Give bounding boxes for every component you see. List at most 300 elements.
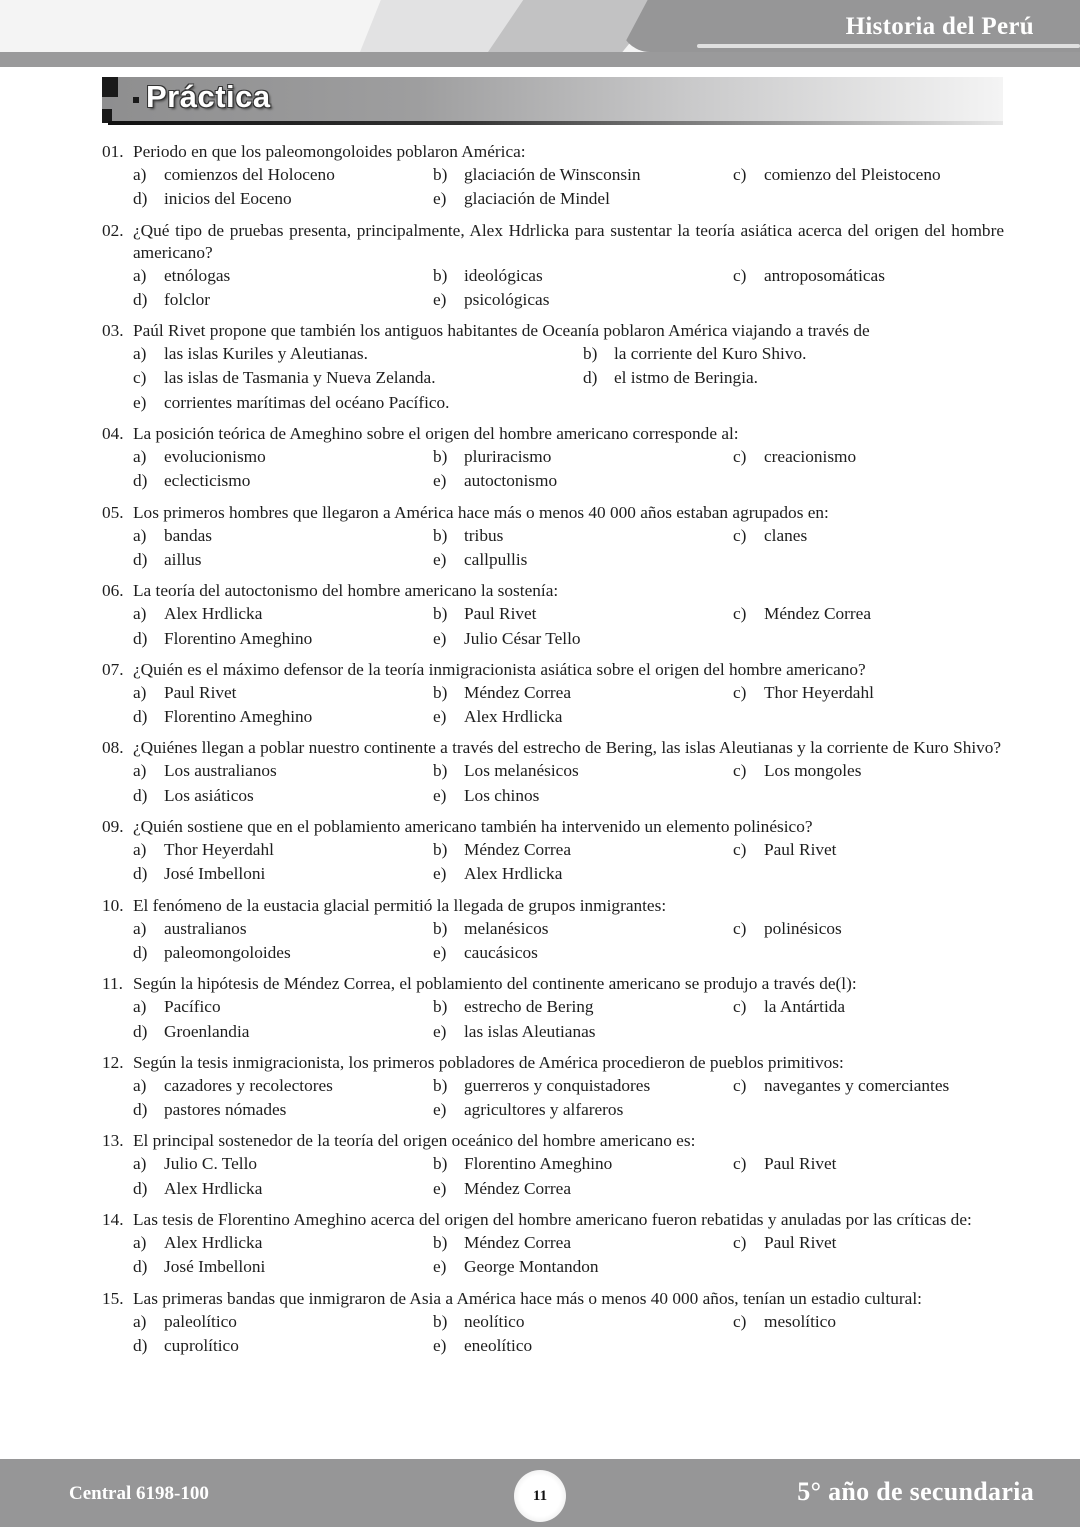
option-a[interactable] [133,681,433,705]
option-letter: a) [133,918,147,938]
option-letter: a) [133,165,147,184]
option-text: Alex Hrdlicka [164,1178,263,1198]
question-number: 05. [102,502,124,522]
option-c[interactable] [733,1152,1004,1176]
question-number: 13. [102,1131,124,1151]
bullet-icon [133,97,139,103]
option-letter: a) [133,447,147,467]
option-b[interactable] [433,1074,733,1098]
question-text: El fenómeno de la eustacia glacial permitió la llegada de grupos inmigrantes: [133,895,667,915]
option-text: Thor Heyerdahl [764,682,874,702]
subject-title: Historia del Perú [845,13,1034,40]
option-text: Pacífico [164,997,221,1017]
question [102,1209,1004,1280]
option-c[interactable] [733,759,1004,783]
question [102,423,1004,494]
option-c[interactable] [733,1074,1004,1098]
option-text: Florentino Ameghino [164,628,313,648]
option-text: las islas de Tasmania y Nueva Zelanda. [164,368,436,388]
question-number: 10. [102,895,124,915]
option-text: caucásicos [464,942,538,962]
option-text: estrecho de Bering [464,997,594,1017]
option-letter: e) [433,1257,447,1277]
option-a[interactable] [133,445,433,469]
option-text: corrientes marítimas del océano Pacífico. [164,392,450,412]
option-letter: b) [433,525,448,545]
question [102,141,1004,212]
option-text: Groenlandia [164,1021,250,1041]
option-letter: e) [433,1178,447,1198]
option-c[interactable] [733,917,1004,941]
question-text: Periodo en que los paleomongoloides poblaron América: [133,142,526,161]
option-letter: c) [733,265,747,285]
option-letter: e) [433,549,447,569]
option-a[interactable] [133,602,433,626]
option-letter: c) [733,840,747,860]
option-e[interactable] [433,1334,733,1358]
option-letter: a) [133,1311,147,1331]
option-e[interactable] [433,627,733,651]
question [102,895,1004,966]
option-b[interactable] [433,681,733,705]
option-a[interactable] [133,163,433,187]
option-text: Los melanésicos [464,761,579,781]
option-letter: b) [433,761,448,781]
option-text: ideológicas [464,265,543,285]
option-d[interactable] [133,784,433,808]
option-text: Méndez Correa [764,604,871,624]
option-b[interactable] [433,264,733,288]
option-text: Paul Rivet [764,1154,837,1174]
option-text: Méndez Correa [464,682,571,702]
option-letter: d) [133,471,148,491]
question-stem [102,423,1004,445]
question-stem [102,320,1004,342]
footer-phone: Central 6198-100 [69,1483,209,1504]
option-d[interactable] [133,1255,433,1279]
option-b[interactable] [583,342,1004,366]
question-text: Las tesis de Florentino Ameghino acerca del origen del hombre americano fueron rebatidas y anuladas por las críticas de: [133,1210,972,1230]
option-text: neolítico [464,1311,525,1331]
option-b[interactable] [433,995,733,1019]
question-number: 08. [102,738,124,758]
option-letter: e) [433,1021,447,1041]
option-letter: b) [433,265,448,285]
option-letter: b) [433,840,448,860]
option-text: guerreros y conquistadores [464,1075,651,1095]
option-text: pluriracismo [464,447,552,467]
question-stem [102,737,1004,759]
option-e[interactable] [433,705,733,729]
option-letter: c) [133,368,147,388]
question-number: 14. [102,1210,124,1230]
option-letter: b) [583,344,598,364]
option-text: autoctonismo [464,471,558,491]
option-text: eclecticismo [164,471,251,491]
option-e[interactable] [433,1098,733,1122]
option-letter: d) [133,289,148,309]
option-text: creacionismo [764,447,857,467]
question [102,1052,1004,1123]
option-text: bandas [164,525,212,545]
question-number: 09. [102,817,124,837]
option-letter: b) [433,1075,448,1095]
option-list [102,681,1004,730]
option-b[interactable] [433,602,733,626]
option-list [102,445,1004,494]
option-letter: c) [733,761,747,781]
question-stem [102,1209,1004,1231]
option-letter: a) [133,682,147,702]
question [102,502,1004,573]
header-underline [697,44,1080,48]
option-letter: d) [133,1257,148,1277]
option-text: aillus [164,549,202,569]
option-b[interactable] [433,445,733,469]
question-text: Según la tesis inmigracionista, los primeros pobladores de América procedieron de pueblos primitivos: [133,1052,844,1072]
option-letter: d) [133,942,148,962]
option-text: Los australianos [164,761,277,781]
option-letter: a) [133,1154,147,1174]
option-text: José Imbelloni [164,1257,266,1277]
question-text: Las primeras bandas que inmigraron de Asia a América hace más o menos 40 000 años, tenían un estadio cultural: [133,1288,922,1308]
option-text: Alex Hrdlicka [164,604,263,624]
option-d[interactable] [133,627,433,651]
option-a[interactable] [133,264,433,288]
option-text: Paul Rivet [464,604,537,624]
option-c[interactable] [733,524,1004,548]
option-text: cazadores y recolectores [164,1075,333,1095]
option-letter: c) [733,447,747,467]
question [102,320,1004,415]
option-text: Alex Hrdlicka [464,707,563,727]
option-text: Méndez Correa [464,1178,571,1198]
question-number: 15. [102,1288,124,1308]
option-e[interactable] [433,288,733,312]
question-number: 03. [102,321,124,341]
option-letter: d) [133,189,148,209]
option-letter: e) [433,289,447,309]
option-text: inicios del Eoceno [164,189,292,209]
option-d[interactable] [133,469,433,493]
question [102,737,1004,808]
option-list [102,163,1004,212]
option-letter: e) [433,189,447,209]
option-a[interactable] [133,1152,433,1176]
option-c[interactable] [733,995,1004,1019]
option-text: comienzo del Pleistoceno [764,165,941,184]
option-letter: c) [733,1233,747,1253]
option-letter: e) [433,707,447,727]
option-d[interactable] [133,862,433,886]
option-letter: d) [133,1335,148,1355]
option-c[interactable] [133,366,583,390]
option-text: cuprolítico [164,1335,239,1355]
option-text: glaciación de Mindel [464,189,610,209]
option-text: la Antártida [764,997,846,1017]
option-a[interactable] [133,1074,433,1098]
option-text: Alex Hrdlicka [164,1233,263,1253]
option-b[interactable] [433,524,733,548]
question [102,973,1004,1044]
option-letter: e) [433,864,447,884]
option-letter: a) [133,1233,147,1253]
option-letter: d) [133,1100,148,1120]
option-letter: a) [133,761,147,781]
question-stem [102,220,1004,264]
option-letter: b) [433,165,448,184]
option-d[interactable] [133,1098,433,1122]
question-number: 06. [102,581,124,601]
option-letter: b) [433,682,448,702]
option-letter: c) [733,1154,747,1174]
question-stem [102,973,1004,995]
option-list [102,759,1004,808]
option-e[interactable] [433,862,733,886]
option-e[interactable] [433,941,733,965]
option-d[interactable] [133,548,433,572]
option-e[interactable] [433,187,733,211]
option-c[interactable] [733,163,1004,187]
option-letter: b) [433,604,448,624]
question-text: Paúl Rivet propone que también los antiguos habitantes de Oceanía poblaron América viajando a través de [133,321,870,341]
option-b[interactable] [433,838,733,862]
option-letter: e) [433,1335,447,1355]
option-letter: d) [133,628,148,648]
option-letter: e) [433,471,447,491]
option-letter: e) [433,785,447,805]
question-text: ¿Quién sostiene que en el poblamiento americano también ha intervenido un elemento polinésico? [133,817,813,837]
option-text: glaciación de Winsconsin [464,165,641,184]
option-text: Thor Heyerdahl [164,840,274,860]
question [102,220,1004,313]
option-c[interactable] [733,602,1004,626]
option-text: Florentino Ameghino [164,707,313,727]
option-list [102,1074,1004,1123]
option-list [102,1152,1004,1201]
option-list [102,602,1004,651]
question-number: 04. [102,424,124,444]
question-stem [102,816,1004,838]
option-a[interactable] [133,1310,433,1334]
option-text: clanes [764,525,808,545]
option-letter: b) [433,1233,448,1253]
question [102,580,1004,651]
section-banner [102,77,1003,126]
option-text: folclor [164,289,211,309]
option-letter: d) [133,785,148,805]
option-text: navegantes y comerciantes [764,1075,950,1095]
option-letter: b) [433,1311,448,1331]
option-a[interactable] [133,1231,433,1255]
question-number: 12. [102,1052,124,1072]
option-a[interactable] [133,995,433,1019]
option-e[interactable] [433,784,733,808]
question [102,816,1004,887]
option-text: evolucionismo [164,447,266,467]
option-list [102,524,1004,573]
option-text: George Montandon [464,1257,599,1277]
option-text: melanésicos [464,918,549,938]
option-text: Paul Rivet [164,682,237,702]
option-list [102,995,1004,1044]
option-a[interactable] [133,917,433,941]
option-text: la corriente del Kuro Shivo. [614,344,807,364]
option-a[interactable] [133,838,433,862]
option-letter: c) [733,1075,747,1095]
option-text: las islas Kuriles y Aleutianas. [164,344,368,364]
option-text: Julio C. Tello [164,1154,258,1174]
option-e[interactable] [433,1177,733,1201]
option-d[interactable] [133,1334,433,1358]
option-text: pastores nómades [164,1100,287,1120]
option-list [102,1310,1004,1359]
option-letter: c) [733,604,747,624]
section-title: Práctica [146,79,271,114]
option-b[interactable] [433,163,733,187]
option-letter: b) [433,447,448,467]
question-number: 02. [102,220,124,240]
question [102,1130,1004,1201]
option-letter: c) [733,997,747,1017]
option-text: antroposomáticas [764,265,885,285]
option-text: australianos [164,918,247,938]
option-letter: c) [733,682,747,702]
option-letter: a) [133,525,147,545]
option-d[interactable] [133,705,433,729]
option-text: polinésicos [764,918,842,938]
option-letter: e) [433,1100,447,1120]
option-text: callpullis [464,549,528,569]
option-letter: e) [133,392,147,412]
question-stem [102,580,1004,602]
option-letter: a) [133,344,147,364]
question [102,1288,1004,1359]
option-c[interactable] [733,838,1004,862]
option-letter: c) [733,165,747,184]
option-list [102,1231,1004,1280]
option-e[interactable] [433,469,733,493]
question-stem [102,1130,1004,1152]
option-text: psicológicas [464,289,550,309]
question-text: La teoría del autoctonismo del hombre americano la sostenía: [133,581,559,601]
option-list [102,264,1004,313]
option-text: comienzos del Holoceno [164,165,335,184]
option-letter: b) [433,918,448,938]
question-text: ¿Quién es el máximo defensor de la teoría inmigracionista asiática sobre el origen del hombre americano? [133,659,866,679]
option-letter: b) [433,997,448,1017]
banner-decor-square [102,77,118,97]
option-text: paleolítico [164,1311,237,1331]
option-c[interactable] [733,445,1004,469]
question-number: 11. [102,974,123,994]
header-bar [0,52,1080,67]
question-stem [102,659,1004,681]
option-text: Julio César Tello [464,628,581,648]
option-text: Los mongoles [764,761,862,781]
question-stem [102,502,1004,524]
option-letter: d) [133,707,148,727]
option-list [102,917,1004,966]
option-list [102,342,1004,415]
question-stem [102,141,1004,163]
option-text: mesolítico [764,1311,836,1331]
option-b[interactable] [433,1231,733,1255]
option-a[interactable] [133,759,433,783]
option-letter: a) [133,840,147,860]
footer-grade: 5° año de secundaria [797,1477,1034,1506]
option-text: eneolítico [464,1335,533,1355]
question-text: Según la hipótesis de Méndez Correa, el poblamiento del continente americano se produjo a través de(l): [133,974,857,994]
option-text: Florentino Ameghino [464,1154,613,1174]
option-e[interactable] [133,391,583,415]
option-d[interactable] [133,1020,433,1044]
question-text: ¿Quiénes llegan a poblar nuestro continente a través del estrecho de Bering, las islas Aleutianas y la corriente de Kuro Shivo? [133,738,1002,758]
option-d[interactable] [133,288,433,312]
option-text: etnólogas [164,265,231,285]
option-text: Méndez Correa [464,840,571,860]
question-text: La posición teórica de Ameghino sobre el origen del hombre americano corresponde al: [133,424,739,444]
option-b[interactable] [433,759,733,783]
option-text: Los chinos [464,785,540,805]
option-a[interactable] [133,342,583,366]
option-letter: e) [433,942,447,962]
option-d[interactable] [583,366,1004,390]
option-letter: d) [133,1178,148,1198]
option-text: Paul Rivet [764,840,837,860]
option-text: tribus [464,525,504,545]
option-letter: e) [433,628,447,648]
option-e[interactable] [433,1255,733,1279]
question-stem [102,895,1004,917]
option-letter: a) [133,265,147,285]
option-letter: c) [733,1311,747,1331]
option-text: el istmo de Beringia. [614,368,758,388]
option-letter: a) [133,604,147,624]
option-letter: c) [733,525,747,545]
option-letter: d) [583,368,598,388]
option-c[interactable] [733,1310,1004,1334]
option-d[interactable] [133,1177,433,1201]
question-stem [102,1288,1004,1310]
option-letter: d) [133,1021,148,1041]
option-e[interactable] [433,1020,733,1044]
option-text: José Imbelloni [164,864,266,884]
option-b[interactable] [433,1152,733,1176]
option-d[interactable] [133,187,433,211]
option-b[interactable] [433,917,733,941]
option-letter: d) [133,864,148,884]
option-list [102,838,1004,887]
option-b[interactable] [433,1310,733,1334]
question-text: El principal sostenedor de la teoría del origen oceánico del hombre americano es: [133,1131,696,1151]
banner-underline [108,121,1003,125]
option-letter: c) [733,918,747,938]
option-c[interactable] [733,1231,1004,1255]
option-a[interactable] [133,524,433,548]
option-text: Los asiáticos [164,785,254,805]
question-number: 07. [102,659,124,679]
option-d[interactable] [133,941,433,965]
question-list [102,141,1004,1366]
option-c[interactable] [733,681,1004,705]
option-c[interactable] [733,264,1004,288]
option-e[interactable] [433,548,733,572]
question-text: ¿Qué tipo de pruebas presenta, principalmente, Alex Hdrlicka para sustentar la teoría asiática acerca del origen del hombre americano? [133,220,1004,262]
option-text: agricultores y alfareros [464,1100,624,1120]
option-text: Méndez Correa [464,1233,571,1253]
option-text: las islas Aleutianas [464,1021,596,1041]
